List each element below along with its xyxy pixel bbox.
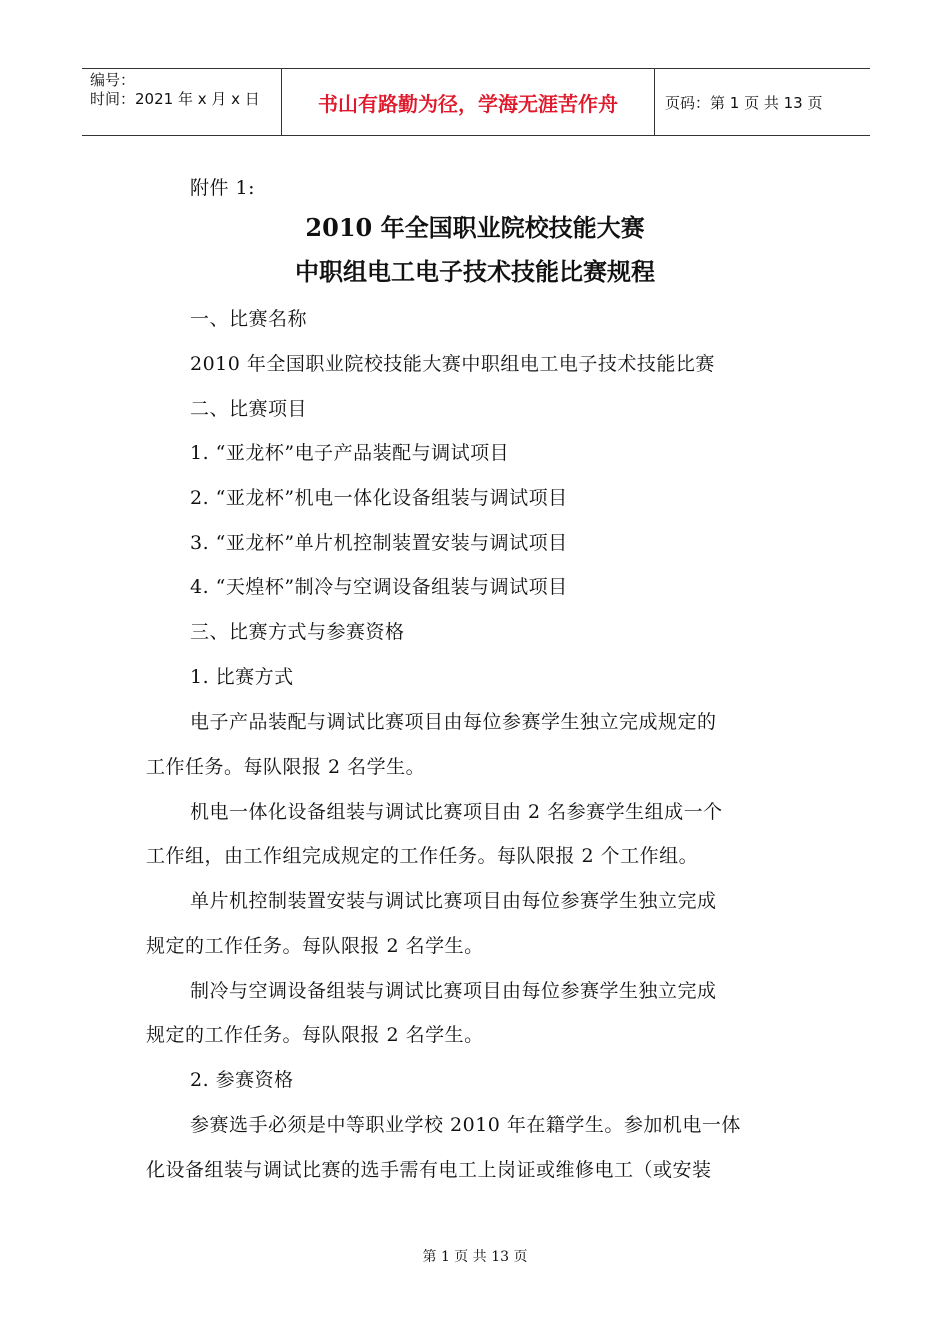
list-item: 4. “天煌杯”制冷与空调设备组装与调试项目: [190, 576, 568, 598]
section-heading: 一、比赛名称: [190, 308, 308, 330]
subsection-heading: 2. 参赛资格: [190, 1069, 294, 1091]
paragraph-line: 化设备组装与调试比赛的选手需有电工上岗证或维修电工（或安装: [146, 1159, 712, 1181]
paragraph-line: 工作任务。每队限报 2 名学生。: [146, 756, 426, 778]
doc-title-line1: 2010 年全国职业院校技能大赛: [305, 213, 645, 242]
paragraph-line: 规定的工作任务。每队限报 2 名学生。: [146, 1024, 484, 1046]
paragraph-line: 电子产品装配与调试比赛项目由每位参赛学生独立完成规定的: [190, 711, 717, 733]
list-item: 2. “亚龙杯”机电一体化设备组装与调试项目: [190, 487, 568, 509]
list-item: 3. “亚龙杯”单片机控制装置安装与调试项目: [190, 532, 568, 554]
paragraph-line: 制冷与空调设备组装与调试比赛项目由每位参赛学生独立完成: [190, 980, 717, 1002]
paragraph-line: 机电一体化设备组装与调试比赛项目由 2 名参赛学生组成一个: [190, 801, 723, 823]
paragraph-line: 2010 年全国职业院校技能大赛中职组电工电子技术技能比赛: [190, 353, 715, 375]
paragraph-line: 工作组，由工作组完成规定的工作任务。每队限报 2 个工作组。: [146, 845, 699, 867]
header-meta-cell: [82, 69, 282, 135]
time-label: 时间：2021 年 x 月 x 日: [90, 90, 260, 108]
section-heading: 二、比赛项目: [190, 398, 308, 420]
header-table: [82, 68, 870, 136]
section-heading: 三、比赛方式与参赛资格: [190, 621, 405, 643]
list-item: 1. “亚龙杯”电子产品装配与调试项目: [190, 442, 510, 464]
attachment-label: 附件 1:: [190, 177, 256, 199]
paragraph-line: 规定的工作任务。每队限报 2 名学生。: [146, 935, 484, 957]
page-footer: 第 1 页 共 13 页: [422, 1249, 528, 1265]
number-label: 编号：: [90, 71, 136, 89]
paragraph-line: 单片机控制装置安装与调试比赛项目由每位参赛学生独立完成: [190, 890, 717, 912]
page-label: 页码：第 1 页 共 13 页: [665, 93, 823, 112]
paragraph-line: 参赛选手必须是中等职业学校 2010 年在籍学生。参加机电一体: [190, 1114, 741, 1136]
subsection-heading: 1. 比赛方式: [190, 666, 294, 688]
motto: 书山有路勤为径，学海无涯苦作舟: [282, 69, 655, 135]
doc-title-line2: 中职组电工电子技术技能比赛规程: [295, 257, 655, 286]
